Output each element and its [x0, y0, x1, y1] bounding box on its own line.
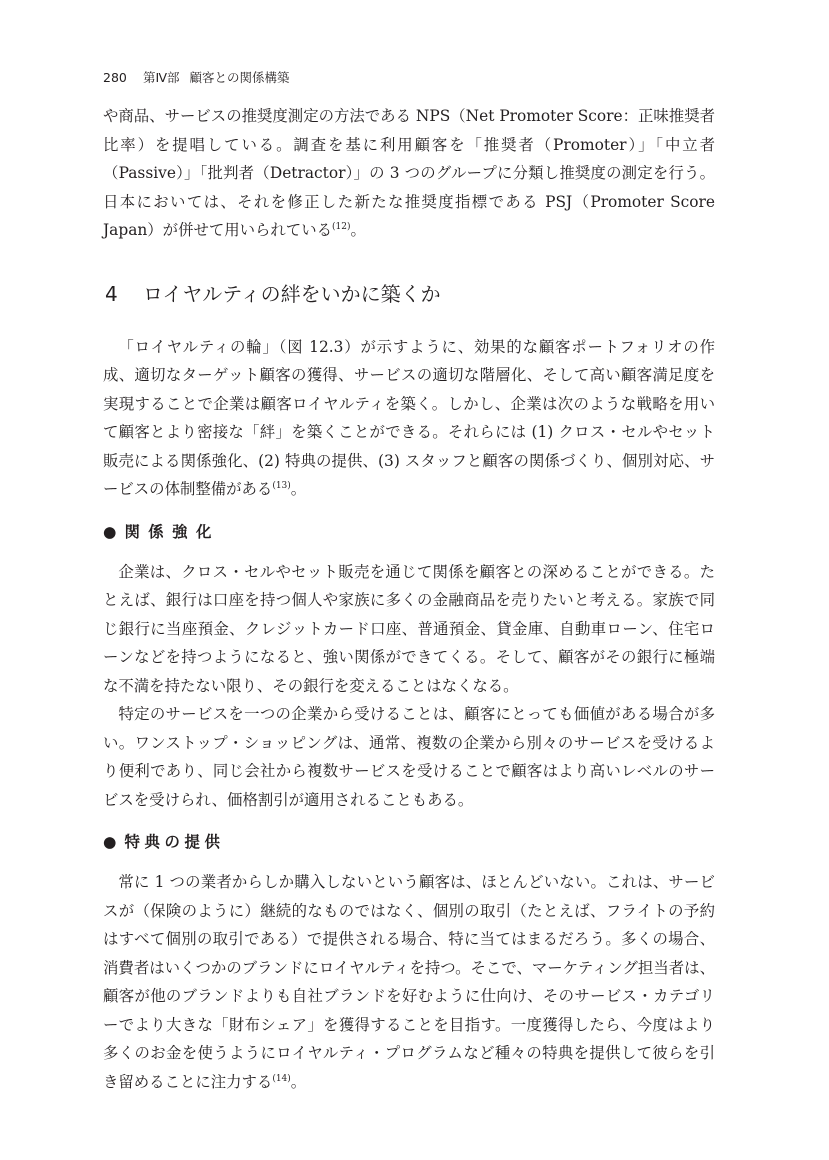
- bullet-icon: ●: [103, 522, 117, 541]
- subsection-title: 関係強化: [124, 522, 220, 541]
- subsection-title: 特典の提供: [124, 833, 225, 851]
- section-text: 「ロイヤルティの輪」（図 12.3）が示すように、効果的な顧客ポートフォリオの作成、適切なターゲット顧客の獲得、サービスの適切な階層化、そして高い顧客満足度を実現することで企業は顧客ロイヤルティを築く。しかし、企業は次のような戦略を用いて顧客とより密接な「絆」を築くことができる。それらには (1) クロス・セルやセット販売による関係強化、(2) 特典の提供、(3) スタッフと顧客の関係づくり、個別対応、サービスの体制整備がある: [103, 337, 715, 498]
- bullet-icon: ●: [103, 833, 117, 851]
- footnote-ref-14: (14): [272, 1073, 291, 1084]
- relationship-paragraph-2: 特定のサービスを一つの企業から受けることは、顧客にとっても価値がある場合が多い。ワンストップ・ショッピングは、通常、複数の企業から別々のサービスを受けるより便利であり、同じ会社から複数サービスを受けることで顧客はより高いレベルのサービスを受けられ、価格割引が適用されることもある。: [103, 705, 715, 809]
- part-label: 第Ⅳ部: [143, 70, 180, 85]
- intro-end: 。: [350, 221, 366, 239]
- intro-text: や商品、サービスの推奨度測定の方法である NPS（Net Promoter Score：正味推奨者比率）を提唱している。調査を基に利用顧客を「推奨者（Promoter）」「中立者（Passive）」「批判者（Detractor）」の 3 つのグループに分類し推奨度の測定を行う。日本においては、それを修正した新たな推奨度指標である PSJ（Promoter Score Japan）が併せて用いられている: [103, 107, 715, 239]
- intro-paragraph: [103, 102, 715, 245]
- section-title: ロイヤルティの絆をいかに築くか: [143, 281, 441, 306]
- rewards-text: 常に 1 つの業者からしか購入しないという顧客は、ほとんどいない。これは、サービスが（保険のように）継続的なものではなく、個別の取引（たとえば、フライトの予約はすべて個別の取引である）で提供される場合、特に当てはまるだろう。多くの場合、消費者はいくつかのブランドにロイヤルティを持つ。そこで、マーケティング担当者は、顧客が他のブランドよりも自社ブランドを好むように仕向け、そのサービス・カテゴリーでより大きな「財布シェア」を獲得することを目指す。一度獲得したら、今度はより多くのお金を使うようにロイヤルティ・プログラムなど種々の特典を提供して彼らを引き留めることに注力する: [103, 873, 715, 1091]
- footnote-ref-13: (13): [272, 481, 291, 491]
- footnote-ref-12: (12): [331, 222, 351, 232]
- rewards-paragraph: [103, 868, 715, 1096]
- relationship-paragraph-1: 企業は、クロス・セルやセット販売を通じて関係を顧客との深めることができる。たとえば、銀行は口座を持つ個人や家族に多くの金融商品を売りたいと考える。家族で同じ銀行に当座預金、クレジットカード口座、普通預金、貸金庫、自動車ローン、住宅ローンなどを持つようになると、強い関係ができてくる。そして、顧客がその銀行に極端な不満を持たない限り、その銀行を変えることはなくなる。: [103, 562, 715, 695]
- section-paragraph: [103, 333, 715, 504]
- section-end: 。: [290, 480, 307, 498]
- rewards-end: 。: [290, 1072, 307, 1091]
- part-title: 顧客との関係構築: [189, 70, 290, 85]
- subsection-heading-rewards: [103, 828, 715, 856]
- page-number: 280: [103, 70, 127, 85]
- section-heading: [103, 279, 715, 309]
- section-number: 4: [105, 281, 118, 306]
- running-header: [103, 68, 715, 88]
- subsection-heading-relationship: [103, 518, 715, 546]
- book-page: [103, 68, 715, 1096]
